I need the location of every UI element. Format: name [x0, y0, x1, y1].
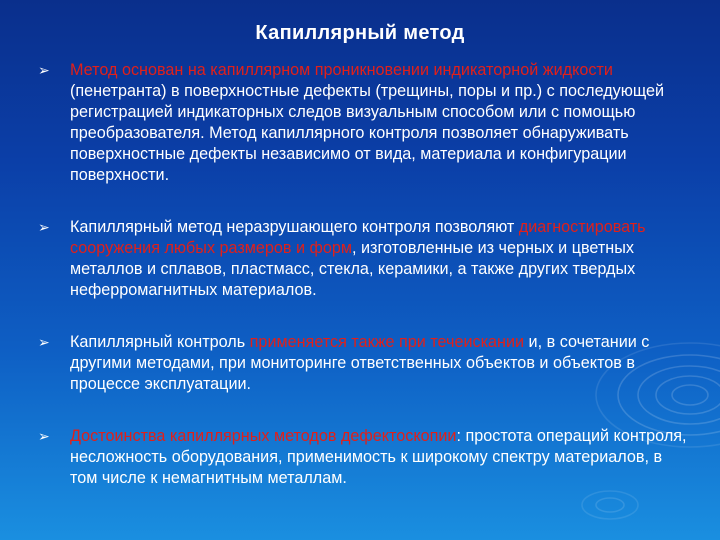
bullet-item — [38, 217, 688, 301]
bullet-text: , изготовленные из черных и цветных металлов и сплавов, пластмасс, стекла, керамики, а также других твердых неферромагнитных материалов. — [70, 239, 636, 299]
highlighted-text: диагностировать сооружения любых размеров и форм — [70, 218, 646, 257]
arrowhead-bullet-icon: ➢ — [38, 62, 50, 78]
bullet-text: (пенетранта) в поверхностные дефекты (трещины, поры и пр.) с последующей регистрацией индикаторных следов визуальным способом или с помощью преобразователя. Метод капиллярного контроля позволяет обнаруживать поверхностные дефекты независимо от вида, материала и конфигурации поверхности. — [70, 82, 665, 184]
highlighted-text: Метод основан на капиллярном проникновении индикаторной жидкости — [70, 61, 613, 79]
bullet-text: : простота операций контроля, несложность оборудования, применимость к широкому спектру материалов, в том числе к немагнитным металлам. — [70, 427, 687, 487]
slide-title: Капиллярный метод — [255, 22, 465, 44]
bullet-item — [38, 426, 688, 489]
bullet-text: Капиллярный метод неразрушающего контроля позволяют — [70, 218, 519, 236]
highlighted-text: Достоинства капиллярных методов дефектоскопии — [70, 427, 457, 445]
arrowhead-bullet-icon: ➢ — [38, 219, 50, 235]
bullet-item — [38, 332, 688, 395]
bullet-text: Капиллярный контроль — [70, 333, 250, 351]
arrowhead-bullet-icon: ➢ — [38, 334, 50, 350]
bullet-list — [38, 60, 688, 489]
bullet-text: и, в сочетании с другими методами, при мониторинге ответственных объектов и объектов в процессе эксплуатации. — [70, 333, 650, 393]
arrowhead-bullet-icon: ➢ — [38, 428, 50, 444]
highlighted-text: применяется также при течеискании — [249, 333, 525, 351]
bullet-item — [38, 60, 688, 186]
